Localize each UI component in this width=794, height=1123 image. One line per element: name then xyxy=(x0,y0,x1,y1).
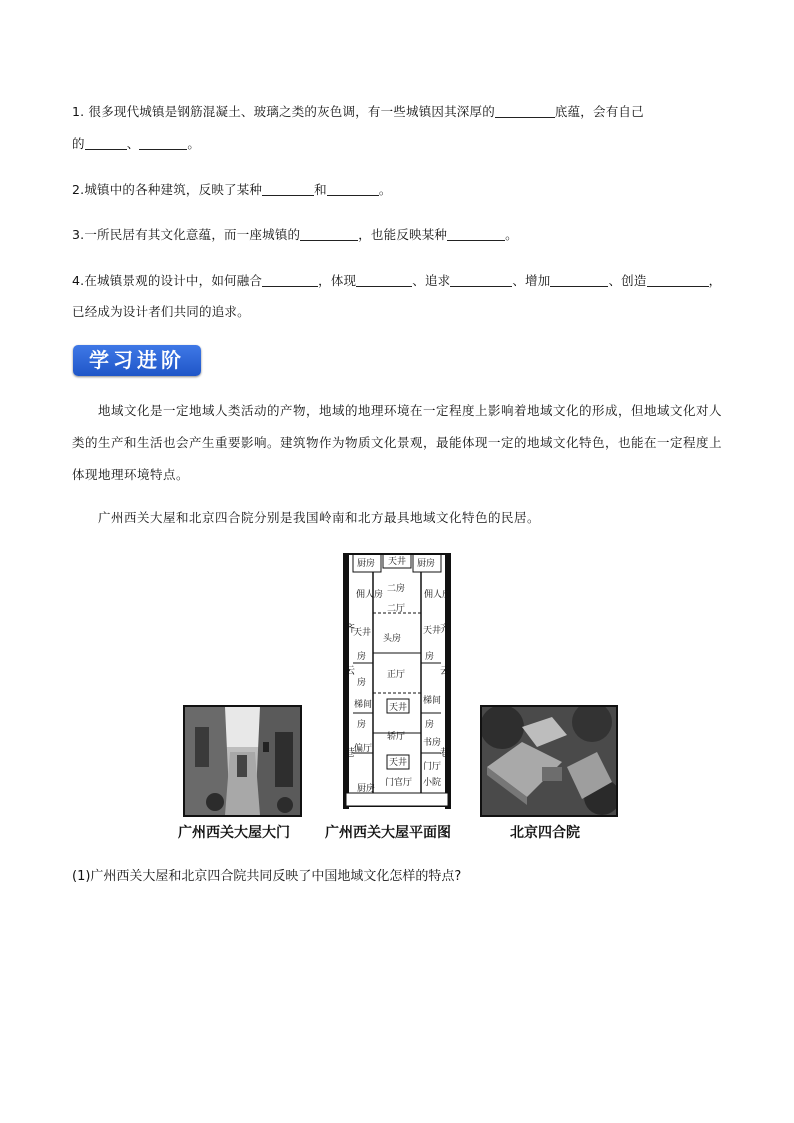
plan-chufang: 厨房 xyxy=(357,784,376,794)
plan-fang-l3: 房 xyxy=(357,720,367,730)
answer-blank[interactable] xyxy=(550,272,608,287)
section-banner: 学习进阶 xyxy=(73,345,201,376)
q2-text: 和 xyxy=(314,182,327,197)
lane-left-2: 云 xyxy=(345,666,355,677)
q1-text: 、 xyxy=(126,136,140,151)
q3-text: 3.一所民居有其文化意蕴，而一座城镇的 xyxy=(72,227,301,242)
plan-toufang: 头房 xyxy=(383,634,402,644)
plan-fang-r3: 房 xyxy=(425,720,435,730)
caption-plan: 广州西关大屋平面图 xyxy=(325,825,451,841)
question-4-line1 xyxy=(72,271,721,289)
q1-text: 的 xyxy=(72,136,85,151)
caption-siheyuan: 北京四合院 xyxy=(510,825,580,841)
caption-gate: 广州西关大屋大门 xyxy=(178,825,290,841)
plan-tianjing-mid: 天井 xyxy=(389,703,408,713)
plan-menting: 门厅 xyxy=(423,762,442,772)
q2-text: 。 xyxy=(378,182,392,197)
plan-erting: 二厅 xyxy=(387,604,406,614)
plan-kitchen-left: 厨房 xyxy=(357,559,376,569)
beijing-siheyuan-photo xyxy=(480,705,618,817)
answer-blank[interactable] xyxy=(447,226,505,241)
lane-left-1: 齐 xyxy=(345,624,355,635)
q1-text: 。 xyxy=(187,136,201,151)
answer-blank[interactable] xyxy=(450,272,512,287)
question-1-line1 xyxy=(72,102,644,120)
plan-servant-left: 佣人房 xyxy=(356,590,384,600)
question-2 xyxy=(72,180,392,198)
lane-right-2: 云 xyxy=(440,666,450,677)
plan-tianjing-low: 天井 xyxy=(389,758,408,768)
plan-xiaoyuan: 小院 xyxy=(423,778,442,788)
plan-fang-l1: 房 xyxy=(357,652,367,662)
plan-fang-r1: 房 xyxy=(425,652,435,662)
answer-blank[interactable] xyxy=(85,135,127,150)
intro-paragraph: 地域文化是一定地域人类活动的产物，地域的地理环境在一定程度上影响着地域文化的形成，但地域文化对人类的生产和生活也会产生重要影响。建筑物作为物质文化景观，最能体现一定的地域文化特色，也能在一定程度上体现地理环境特点。 xyxy=(72,403,723,482)
question-3 xyxy=(72,225,518,243)
plan-tijian-left: 梯间 xyxy=(354,700,373,710)
plan-erfang: 二房 xyxy=(387,584,406,594)
lane-right-1: 齐 xyxy=(440,624,450,635)
lane-left-3: 巷 xyxy=(345,748,355,759)
plan-pianting: 偏厅 xyxy=(354,744,373,754)
q4-text: 已经成为设计者们共同的追求。 xyxy=(72,304,250,319)
xiguan-floor-plan xyxy=(343,553,451,809)
answer-blank[interactable] xyxy=(262,181,314,196)
xiguan-gate-photo xyxy=(183,705,302,817)
q1-text: 底蕴，会有自己 xyxy=(554,104,644,119)
plan-kitchen-right: 厨房 xyxy=(417,559,436,569)
q4-text: 、增加 xyxy=(512,273,551,288)
plan-menguanting: 门官厅 xyxy=(385,778,413,788)
question-1-line2 xyxy=(72,134,200,152)
answer-blank[interactable] xyxy=(647,272,709,287)
plan-tijian-right: 梯间 xyxy=(423,696,442,706)
q2-text: 2.城镇中的各种建筑，反映了某种 xyxy=(72,182,263,197)
answer-blank[interactable] xyxy=(495,103,555,118)
plan-zhengting: 正厅 xyxy=(387,670,406,680)
plan-shufang: 书房 xyxy=(423,738,442,748)
plan-tianjing-top: 天井 xyxy=(388,557,407,567)
answer-blank[interactable] xyxy=(327,181,379,196)
answer-blank[interactable] xyxy=(139,135,187,150)
plan-jiaoting: 轿厅 xyxy=(387,732,406,742)
plan-tianjing-left: 天井 xyxy=(353,628,372,638)
answer-blank[interactable] xyxy=(356,272,412,287)
q4-text: 4.在城镇景观的设计中，如何融合 xyxy=(72,273,263,288)
question-4-line2 xyxy=(72,302,250,320)
q3-text: 。 xyxy=(505,227,518,242)
answer-blank[interactable] xyxy=(262,272,318,287)
intro-paragraph-2: 广州西关大屋和北京四合院分别是我国岭南和北方最具地域文化特色的民居。 xyxy=(98,510,541,525)
plan-servant-right: 佣人房 xyxy=(424,590,451,600)
q4-text: 、创造 xyxy=(608,273,647,288)
q4-text: ， xyxy=(708,273,722,288)
answer-blank[interactable] xyxy=(300,226,358,241)
question-text: (1)广州西关大屋和北京四合院共同反映了中国地域文化怎样的特点? xyxy=(72,869,462,884)
q4-text: ，体现 xyxy=(318,273,357,288)
q1-text: 1. 很多现代城镇是钢筋混凝土、玻璃之类的灰色调，有一些城镇因其深厚的 xyxy=(72,104,495,119)
lane-right-3: 巷 xyxy=(440,748,450,759)
plan-fang-l2: 房 xyxy=(357,678,367,688)
plan-tianjing-right: 天井 xyxy=(423,626,442,636)
q3-text: ，也能反映某种 xyxy=(358,227,448,242)
q4-text: 、追求 xyxy=(412,273,451,288)
